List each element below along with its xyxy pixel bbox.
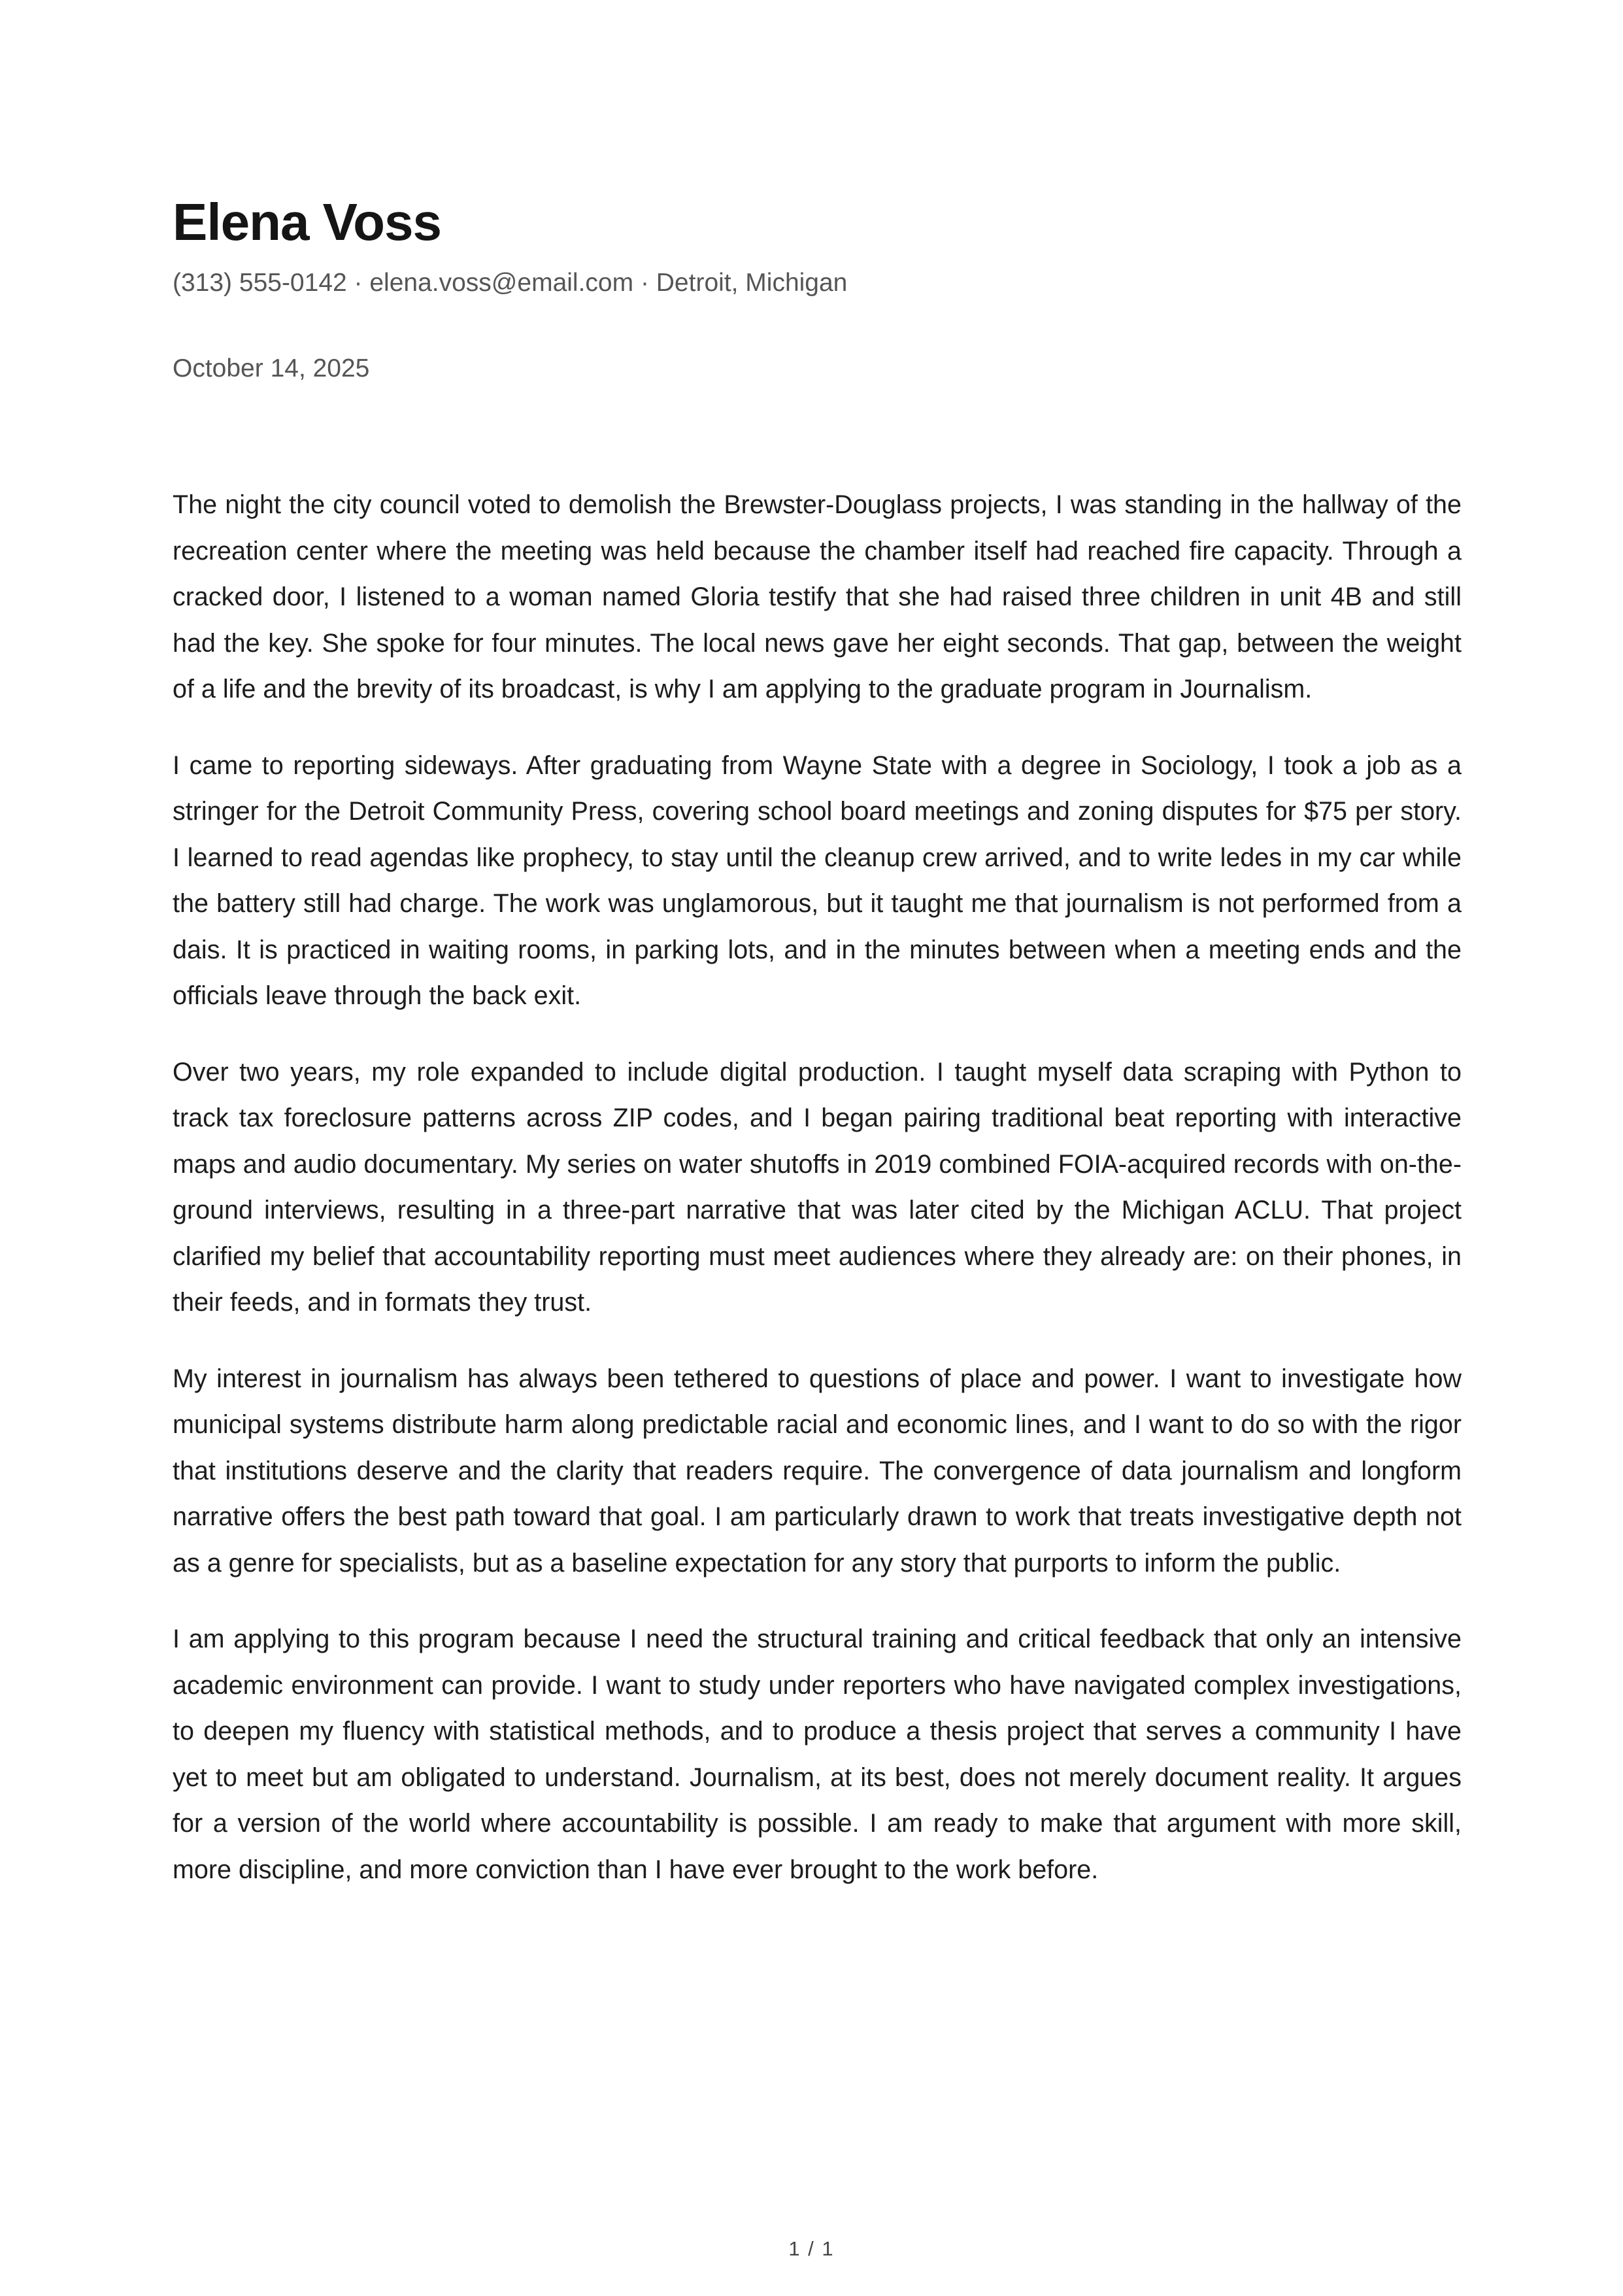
letter-body (173, 482, 1462, 1893)
author-name: Elena Voss (173, 193, 441, 251)
letter-date: October 14, 2025 (173, 354, 370, 382)
body-paragraph: I came to reporting sideways. After graduating from Wayne State with a degree in Sociology, I took a job as a stringer for the Detroit Community Press, covering school board meetings and zoning disputes for $75 per story. I learned to read agendas like prophecy, to stay until the cleanup crew arrived, and to write ledes in my car while the battery still had charge. The work was unglamorous, but it taught me that journalism is not performed from a dais. It is practiced in waiting rooms, in parking lots, and in the minutes between when a meeting ends and the officials leave through the back exit. (173, 751, 1462, 1010)
cover-letter (173, 191, 1462, 1923)
body-paragraph: I am applying to this program because I need the structural training and critical feedback that only an intensive academic environment can provide. I want to study under reporters who have navigated complex investigations, to deepen my fluency with statistical methods, and to produce a thesis project that serves a community I have yet to meet but am obligated to understand. Journalism, at its best, does not merely document reality. It argues for a version of the world where accountability is possible. I am ready to make that argument with more skill, more discipline, and more conviction than I have ever brought to the work before. (173, 1625, 1462, 1884)
body-paragraph: Over two years, my role expanded to include digital production. I taught myself data scraping with Python to track tax foreclosure patterns across ZIP codes, and I began pairing traditional beat reporting with interactive maps and audio documentary. My series on water shutoffs in 2019 combined FOIA-acquired records with on-the-ground interviews, resulting in a three-part narrative that was later cited by the Michigan ACLU. That project clarified my belief that accountability reporting must meet audiences where they already are: on their phones, in their feeds, and in formats they trust. (173, 1057, 1462, 1317)
body-paragraph: The night the city council voted to demolish the Brewster-Douglass projects, I was standing in the hallway of the recreation center where the meeting was held because the chamber itself had reached fire capacity. Through a cracked door, I listened to a woman named Gloria testify that she had raised three children in unit 4B and still had the key. She spoke for four minutes. The local news gave her eight seconds. That gap, between the weight of a life and the brevity of its broadcast, is why I am applying to the graduate program in Journalism. (173, 490, 1462, 703)
contact-line: (313) 555-0142 · elena.voss@email.com · Detroit, Michigan (173, 269, 848, 297)
page-number: 1 / 1 (788, 2237, 835, 2260)
body-paragraph: My interest in journalism has always been tethered to questions of place and power. I want to investigate how municipal systems distribute harm along predictable racial and economic lines, and I want to do so with the rigor that institutions deserve and the clarity that readers require. The convergence of data journalism and longform narrative offers the best path toward that goal. I am particularly drawn to work that treats investigative depth not as a genre for specialists, but as a baseline expectation for any story that purports to inform the public. (173, 1364, 1462, 1578)
